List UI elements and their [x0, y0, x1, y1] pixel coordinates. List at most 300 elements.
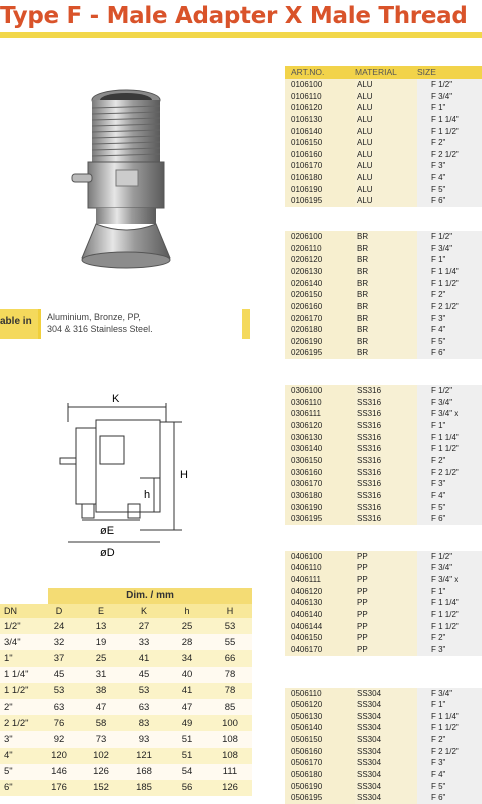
material-cell: SS304: [355, 711, 417, 723]
art-no-cell: 0306195: [285, 513, 355, 525]
dim-label-k: K: [112, 393, 120, 405]
group-spacer: [285, 656, 482, 688]
material-cell: ALU: [355, 114, 417, 126]
size-cell: F 1 1/4": [417, 597, 482, 609]
material-cell: PP: [355, 632, 417, 644]
group-spacer: [285, 359, 482, 385]
list-item: [285, 792, 482, 804]
material-cell: SS316: [355, 443, 417, 455]
size-cell: F 2": [417, 455, 482, 467]
table-row: [0, 731, 252, 747]
table-cell: 55: [224, 636, 236, 648]
list-item: [285, 266, 482, 278]
title-underline: [0, 32, 482, 38]
list-item: [285, 455, 482, 467]
art-no-cell: 0306111: [285, 408, 355, 420]
table-cell: 41: [181, 685, 193, 697]
art-no-cell: 0406130: [285, 597, 355, 609]
table-cell: 13: [95, 620, 107, 632]
art-no-cell: 0106180: [285, 172, 355, 184]
table-cell: 34: [181, 652, 193, 664]
size-cell: F 3/4": [417, 562, 482, 574]
art-no-cell: 0206100: [285, 231, 355, 243]
size-cell: F 1 1/4": [417, 432, 482, 444]
list-item: [285, 313, 482, 325]
art-no-cell: 0206180: [285, 324, 355, 336]
size-cell: F 3": [417, 160, 482, 172]
art-no-cell: 0506180: [285, 769, 355, 781]
list-item: [285, 632, 482, 644]
table-cell: 24: [53, 620, 65, 632]
list-item: [285, 160, 482, 172]
list-item: [285, 722, 482, 734]
table-cell: 102: [93, 750, 109, 762]
material-cell: ALU: [355, 91, 417, 103]
size-cell: F 6": [417, 347, 482, 359]
size-cell: F 1 1/2": [417, 722, 482, 734]
table-cell: 120: [51, 750, 67, 762]
table-cell: 1 1/2": [4, 685, 29, 697]
size-cell: F 1": [417, 586, 482, 598]
art-no-cell: 0306140: [285, 443, 355, 455]
size-cell: F 2": [417, 137, 482, 149]
art-no-cell: 0306100: [285, 385, 355, 397]
table-cell: 66: [224, 652, 236, 664]
material-cell: BR: [355, 254, 417, 266]
material-cell: BR: [355, 324, 417, 336]
art-no-cell: 0206160: [285, 301, 355, 313]
art-no-cell: 0406100: [285, 551, 355, 563]
material-cell: BR: [355, 289, 417, 301]
table-cell: 41: [138, 652, 150, 664]
art-no-cell: 0506150: [285, 734, 355, 746]
size-cell: F 1 1/4": [417, 711, 482, 723]
table-cell: 83: [138, 717, 150, 729]
header-art-no: ART.NO.: [291, 67, 325, 77]
material-cell: PP: [355, 586, 417, 598]
art-no-cell: 0106170: [285, 160, 355, 172]
table-cell: 51: [181, 750, 193, 762]
dimension-table-columns: [0, 604, 252, 618]
list-item: [285, 278, 482, 290]
table-cell: 108: [222, 733, 238, 745]
table-cell: 58: [95, 717, 107, 729]
table-row: [0, 764, 252, 780]
table-cell: 146: [51, 766, 67, 778]
art-no-cell: 0506195: [285, 792, 355, 804]
table-row: [0, 634, 252, 650]
material-cell: PP: [355, 574, 417, 586]
table-cell: 53: [53, 685, 65, 697]
table-cell: 185: [136, 782, 152, 794]
size-cell: F 5": [417, 184, 482, 196]
list-item: [285, 172, 482, 184]
table-cell: 53: [138, 685, 150, 697]
header-material: MATERIAL: [355, 67, 397, 77]
col-h-big: H: [226, 606, 234, 616]
table-cell: 2": [4, 701, 13, 713]
size-cell: F 6": [417, 513, 482, 525]
material-cell: BR: [355, 266, 417, 278]
art-no-cell: 0506190: [285, 781, 355, 793]
size-cell: F 3/4": [417, 688, 482, 700]
art-no-cell: 0506140: [285, 722, 355, 734]
size-cell: F 5": [417, 781, 482, 793]
material-cell: PP: [355, 597, 417, 609]
art-no-cell: 0106195: [285, 195, 355, 207]
table-row: [0, 748, 252, 764]
header-size: SIZE: [417, 67, 436, 77]
dim-label-e: øE: [100, 525, 115, 537]
list-item: [285, 336, 482, 348]
table-cell: 25: [181, 620, 193, 632]
table-cell: 47: [181, 701, 193, 713]
table-row: [0, 780, 252, 796]
size-cell: F 1/2": [417, 231, 482, 243]
size-cell: F 2 1/2": [417, 149, 482, 161]
table-cell: 1/2": [4, 620, 21, 632]
size-cell: F 1 1/2": [417, 278, 482, 290]
table-cell: 31: [95, 669, 107, 681]
art-no-cell: 0206140: [285, 278, 355, 290]
list-item: [285, 621, 482, 633]
material-cell: BR: [355, 231, 417, 243]
list-item: [285, 254, 482, 266]
list-item: [285, 184, 482, 196]
list-item: [285, 289, 482, 301]
art-no-cell: 0206195: [285, 347, 355, 359]
list-item: [285, 91, 482, 103]
material-cell: BR: [355, 301, 417, 313]
table-cell: 73: [95, 733, 107, 745]
list-item: [285, 490, 482, 502]
group-spacer: [285, 525, 482, 551]
art-no-cell: 0106130: [285, 114, 355, 126]
list-item: [285, 231, 482, 243]
available-line-2: 304 & 316 Stainless Steel.: [47, 324, 153, 334]
size-cell: F 5": [417, 336, 482, 348]
material-cell: SS304: [355, 688, 417, 700]
table-cell: 63: [53, 701, 65, 713]
col-d: D: [55, 606, 63, 616]
list-item: [285, 432, 482, 444]
material-cell: SS316: [355, 502, 417, 514]
table-cell: 45: [138, 669, 150, 681]
art-no-cell: 0406170: [285, 644, 355, 656]
size-cell: F 6": [417, 792, 482, 804]
material-cell: ALU: [355, 79, 417, 91]
art-no-cell: 0306120: [285, 420, 355, 432]
table-cell: 51: [181, 733, 193, 745]
art-no-cell: 0206150: [285, 289, 355, 301]
material-cell: ALU: [355, 137, 417, 149]
list-item: [285, 586, 482, 598]
table-cell: 85: [224, 701, 236, 713]
art-no-cell: 0406111: [285, 574, 355, 586]
material-cell: BR: [355, 347, 417, 359]
material-cell: SS316: [355, 385, 417, 397]
size-cell: F 2 1/2": [417, 467, 482, 479]
material-cell: SS316: [355, 478, 417, 490]
material-cell: ALU: [355, 160, 417, 172]
list-item: [285, 408, 482, 420]
material-cell: ALU: [355, 172, 417, 184]
table-cell: 92: [53, 733, 65, 745]
art-no-cell: 0406140: [285, 609, 355, 621]
table-cell: 5": [4, 766, 13, 778]
product-photo: [66, 86, 186, 270]
size-cell: F 2 1/2": [417, 746, 482, 758]
art-no-cell: 0406144: [285, 621, 355, 633]
material-cell: SS316: [355, 513, 417, 525]
art-no-cell: 0206110: [285, 243, 355, 255]
table-cell: 108: [222, 750, 238, 762]
art-no-cell: 0206120: [285, 254, 355, 266]
list-item: [285, 243, 482, 255]
art-no-cell: 0406150: [285, 632, 355, 644]
art-no-cell: 0306150: [285, 455, 355, 467]
size-cell: F 1": [417, 102, 482, 114]
list-item: [285, 574, 482, 586]
table-cell: 53: [224, 620, 236, 632]
available-label: able in: [0, 316, 32, 327]
size-cell: F 1 1/2": [417, 443, 482, 455]
table-cell: 126: [222, 782, 238, 794]
material-cell: PP: [355, 609, 417, 621]
list-item: [285, 746, 482, 758]
art-no-cell: 0306110: [285, 397, 355, 409]
material-cell: PP: [355, 644, 417, 656]
list-item: [285, 699, 482, 711]
art-no-cell: 0106110: [285, 91, 355, 103]
table-cell: 4": [4, 750, 13, 762]
art-no-cell: 0506130: [285, 711, 355, 723]
list-item: [285, 385, 482, 397]
list-item: [285, 644, 482, 656]
art-no-cell: 0306180: [285, 490, 355, 502]
art-no-cell: 0506170: [285, 757, 355, 769]
dim-label-h-big: H: [180, 469, 188, 481]
size-cell: F 1/2": [417, 551, 482, 563]
table-cell: 63: [138, 701, 150, 713]
material-cell: PP: [355, 621, 417, 633]
art-no-cell: 0106160: [285, 149, 355, 161]
material-cell: BR: [355, 278, 417, 290]
size-cell: F 3": [417, 478, 482, 490]
material-cell: SS304: [355, 746, 417, 758]
size-cell: F 1": [417, 420, 482, 432]
list-item: [285, 688, 482, 700]
art-no-cell: 0306190: [285, 502, 355, 514]
available-line-1: Aluminium, Bronze, PP,: [47, 312, 141, 322]
article-list-body: [285, 79, 482, 804]
material-cell: SS316: [355, 420, 417, 432]
size-cell: F 1 1/2": [417, 609, 482, 621]
table-cell: 27: [138, 620, 150, 632]
list-item: [285, 114, 482, 126]
size-cell: F 2 1/2": [417, 301, 482, 313]
table-cell: 93: [138, 733, 150, 745]
table-cell: 54: [181, 766, 193, 778]
art-no-cell: 0206170: [285, 313, 355, 325]
table-cell: 176: [51, 782, 67, 794]
table-cell: 78: [224, 685, 236, 697]
size-cell: F 2": [417, 734, 482, 746]
table-row: [0, 699, 252, 715]
material-cell: SS316: [355, 490, 417, 502]
dimension-table-header: Dim. / mm: [48, 588, 252, 604]
size-cell: F 3/4" x: [417, 408, 482, 420]
material-cell: SS316: [355, 467, 417, 479]
art-no-cell: 0106150: [285, 137, 355, 149]
material-cell: SS304: [355, 757, 417, 769]
list-item: [285, 757, 482, 769]
table-row: [0, 715, 252, 731]
list-item: [285, 443, 482, 455]
table-cell: 45: [53, 669, 65, 681]
list-item: [285, 347, 482, 359]
size-cell: F 4": [417, 769, 482, 781]
table-cell: 100: [222, 717, 238, 729]
art-no-cell: 0406110: [285, 562, 355, 574]
art-no-cell: 0506120: [285, 699, 355, 711]
size-cell: F 4": [417, 324, 482, 336]
list-item: [285, 324, 482, 336]
table-cell: 76: [53, 717, 65, 729]
size-cell: F 1 1/2": [417, 126, 482, 138]
table-cell: 32: [53, 636, 65, 648]
art-no-cell: 0206190: [285, 336, 355, 348]
list-item: [285, 137, 482, 149]
table-cell: 111: [222, 766, 238, 778]
size-cell: F 4": [417, 172, 482, 184]
page-title: Type F - Male Adapter X Male Thread: [0, 3, 468, 29]
table-cell: 1 1/4": [4, 669, 29, 681]
table-cell: 38: [95, 685, 107, 697]
group-spacer: [285, 207, 482, 231]
art-no-cell: 0206130: [285, 266, 355, 278]
list-item: [285, 126, 482, 138]
size-cell: F 2": [417, 289, 482, 301]
list-item: [285, 734, 482, 746]
material-cell: BR: [355, 313, 417, 325]
material-cell: SS304: [355, 722, 417, 734]
material-cell: ALU: [355, 184, 417, 196]
size-cell: F 1 1/4": [417, 114, 482, 126]
art-no-cell: 0506160: [285, 746, 355, 758]
list-item: [285, 79, 482, 91]
art-no-cell: 0506110: [285, 688, 355, 700]
art-no-cell: 0106100: [285, 79, 355, 91]
dim-label-h-small: h: [144, 489, 151, 501]
material-cell: PP: [355, 551, 417, 563]
table-row: [0, 618, 252, 634]
table-cell: 37: [53, 652, 65, 664]
size-cell: F 4": [417, 490, 482, 502]
table-cell: 33: [138, 636, 150, 648]
table-cell: 3": [4, 733, 13, 745]
table-cell: 126: [93, 766, 109, 778]
size-cell: F 2": [417, 632, 482, 644]
dimension-table: [0, 588, 252, 796]
list-item: [285, 420, 482, 432]
table-cell: 2 1/2": [4, 717, 29, 729]
material-cell: ALU: [355, 195, 417, 207]
table-row: [0, 683, 252, 699]
size-cell: F 3": [417, 313, 482, 325]
size-cell: F 1/2": [417, 79, 482, 91]
list-item: [285, 562, 482, 574]
size-cell: F 3/4": [417, 397, 482, 409]
article-list-header: [285, 66, 482, 79]
dim-label-d: øD: [100, 547, 115, 559]
size-cell: F 1/2": [417, 385, 482, 397]
material-cell: SS304: [355, 734, 417, 746]
size-cell: F 3": [417, 757, 482, 769]
art-no-cell: 0306170: [285, 478, 355, 490]
material-cell: PP: [355, 562, 417, 574]
list-item: [285, 597, 482, 609]
list-item: [285, 781, 482, 793]
size-cell: F 3/4" x: [417, 574, 482, 586]
col-h-small: h: [184, 606, 190, 616]
table-cell: 3/4": [4, 636, 21, 648]
material-cell: SS304: [355, 792, 417, 804]
size-cell: F 5": [417, 502, 482, 514]
table-cell: 49: [181, 717, 193, 729]
size-cell: F 1 1/2": [417, 621, 482, 633]
size-cell: F 3/4": [417, 91, 482, 103]
art-no-cell: 0306160: [285, 467, 355, 479]
list-item: [285, 502, 482, 514]
material-cell: SS304: [355, 769, 417, 781]
material-cell: SS316: [355, 408, 417, 420]
list-item: [285, 609, 482, 621]
list-item: [285, 769, 482, 781]
table-cell: 6": [4, 782, 13, 794]
list-item: [285, 301, 482, 313]
table-cell: 152: [93, 782, 109, 794]
table-cell: 168: [136, 766, 152, 778]
size-cell: F 3": [417, 644, 482, 656]
material-cell: ALU: [355, 149, 417, 161]
list-item: [285, 478, 482, 490]
table-cell: 47: [95, 701, 107, 713]
material-cell: SS316: [355, 432, 417, 444]
art-no-cell: 0106120: [285, 102, 355, 114]
article-list: [285, 66, 482, 804]
size-cell: F 1 1/4": [417, 266, 482, 278]
table-cell: 25: [95, 652, 107, 664]
size-cell: F 3/4": [417, 243, 482, 255]
table-cell: 19: [95, 636, 107, 648]
art-no-cell: 0406120: [285, 586, 355, 598]
art-no-cell: 0306130: [285, 432, 355, 444]
list-item: [285, 195, 482, 207]
material-cell: SS304: [355, 699, 417, 711]
dimension-table-body: [0, 618, 252, 796]
table-cell: 1": [4, 652, 13, 664]
material-cell: ALU: [355, 126, 417, 138]
available-materials: [38, 309, 242, 339]
material-cell: SS304: [355, 781, 417, 793]
table-cell: 121: [136, 750, 152, 762]
table-cell: 28: [181, 636, 193, 648]
material-cell: ALU: [355, 102, 417, 114]
list-item: [285, 102, 482, 114]
material-cell: SS316: [355, 455, 417, 467]
material-cell: BR: [355, 243, 417, 255]
